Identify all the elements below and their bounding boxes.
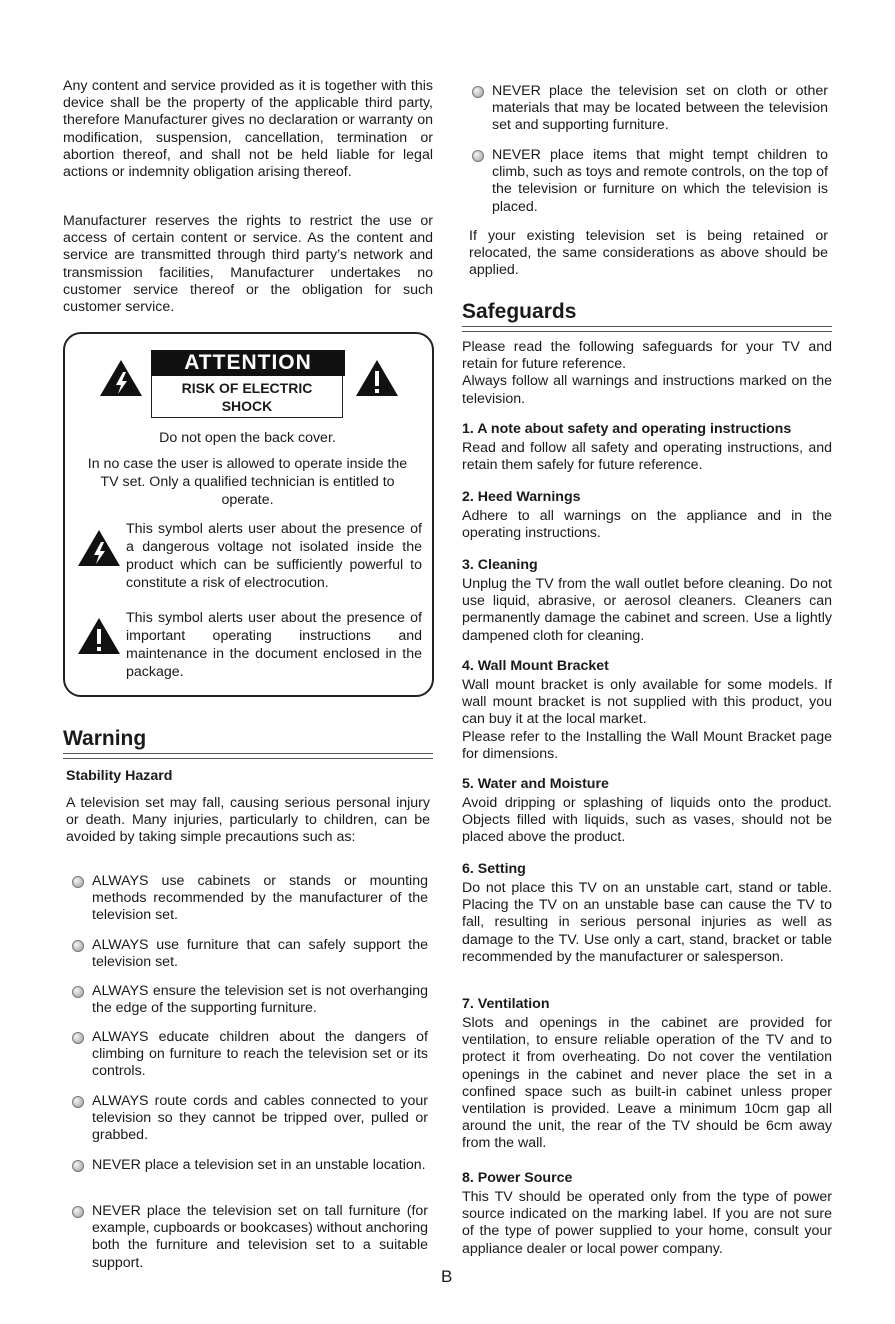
electric-symbol-icon (76, 528, 122, 568)
back-cover-text: Do not open the back cover. (159, 430, 336, 446)
section-text: Unplug the TV from the wall outlet before cleaning. Do not use liquid, abrasive, or aerosol cleaners. Cleaners can permanently damage the cabinet and screen. Use a lightly dampened cloth for cleaning. (462, 576, 832, 644)
symbol-electric-text: This symbol alerts user about the presence of a dangerous voltage not isolated inside the product which can be sufficiently powerful to constitute a risk of electrocution. (126, 521, 422, 591)
bullet-text: NEVER place a television set in an unstable location. (92, 1157, 426, 1173)
exclamation-symbol-icon (76, 616, 122, 656)
intro-paragraph-2: Manufacturer reserves the rights to restrict the use or access of certain content or service. As the content and service are transmitted through third party’s network and transmission facilities, Manufacturer undertakes no customer service thereof or the obligation for such customer service. (63, 213, 433, 316)
bullet-icon (72, 1160, 84, 1172)
bullet-text: ALWAYS use furniture that can safely support the television set. (92, 937, 428, 971)
page-number: B (441, 1267, 453, 1286)
bullet-text: ALWAYS ensure the television set is not overhanging the edge of the supporting furniture. (92, 983, 428, 1017)
section-text: Wall mount bracket is only available for some models. If wall mount bracket is not supplied with this product, you can buy it at the local market. Please refer to the Installing the Wall Mount Bracket page for dimensions. (462, 677, 832, 762)
attention-subtitle-line1: RISK OF ELECTRIC (181, 380, 313, 396)
warning-rule (63, 753, 433, 759)
bullet-icon (72, 940, 84, 952)
bullet-item (492, 147, 828, 216)
attention-title: ATTENTION (151, 350, 345, 376)
relocated-text: If your existing television set is being retained or relocated, the same considerations as above should be applied. (469, 228, 828, 279)
bullet-item (92, 983, 428, 1017)
section-title: 7. Ventilation (462, 996, 550, 1012)
section-title: 4. Wall Mount Bracket (462, 658, 609, 674)
section-text: Avoid dripping or splashing of liquids onto the product. Objects filled with liquids, such as vases, should not be placed above the product. (462, 795, 832, 846)
bullet-icon (72, 1032, 84, 1044)
section-title: 5. Water and Moisture (462, 776, 609, 792)
section-text: Slots and openings in the cabinet are provided for ventilation, to ensure reliable operation of the TV and to protect it from overheating. Do not cover the ventilation openings in the cabinet and never place the set in a confined space such as built-in cabinet unless proper ventilation is provided. Leave a minimum 10cm gap all around the unit, the rear of the TV should be 6cm away from the wall. (462, 1015, 832, 1152)
safeguards-heading: Safeguards (462, 300, 577, 323)
bullet-text: ALWAYS educate children about the dangers of climbing on furniture to reach the television set or its controls. (92, 1029, 428, 1080)
electric-warning-icon (98, 358, 144, 398)
bullet-item (92, 937, 428, 971)
stability-heading: Stability Hazard (66, 768, 173, 784)
section-text: Adhere to all warnings on the appliance and in the operating instructions. (462, 508, 832, 542)
section-title: 8. Power Source (462, 1170, 573, 1186)
bullet-item (92, 1157, 428, 1174)
bullet-text: NEVER place items that might tempt children to climb, such as toys and remote controls, on the top of the television or furniture on which the television is placed. (492, 147, 828, 215)
bullet-text: NEVER place the television set on tall furniture (for example, cupboards or bookcases) without anchoring both the furniture and television set to a suitable support. (92, 1203, 428, 1271)
no-case-text: In no case the user is allowed to operate inside the TV set. Only a qualified technician is entitled to operate. (87, 456, 408, 508)
warning-heading: Warning (63, 727, 147, 750)
intro-paragraph-1: Any content and service provided as it is together with this device shall be the property of the applicable third party, therefore Manufacturer gives no declaration or warranty on modification, suspension, cancellation, termination or abortion thereof, and shall not be held liable for legal actions or indemnity obligation arising thereof. (63, 78, 433, 181)
section-title: 2. Heed Warnings (462, 489, 581, 505)
section-title: 6. Setting (462, 861, 526, 877)
bullet-item (92, 1029, 428, 1081)
section-title: 3. Cleaning (462, 557, 538, 573)
bullet-icon (72, 1096, 84, 1108)
bullet-text: NEVER place the television set on cloth or other materials that may be located between the television set and supporting furniture. (492, 83, 828, 134)
bullet-icon (72, 876, 84, 888)
safeguards-rule (462, 326, 832, 332)
symbol-exclamation-text: This symbol alerts user about the presence of important operating instructions and maintenance in the document enclosed in the package. (126, 610, 422, 680)
section-title: 1. A note about safety and operating instructions (462, 421, 792, 437)
bullet-text: ALWAYS route cords and cables connected to your television so they cannot be tripped over, pulled or grabbed. (92, 1093, 428, 1144)
bullet-icon (472, 86, 484, 98)
section-text: Read and follow all safety and operating instructions, and retain them safely for future reference. (462, 440, 832, 474)
attention-subtitle (151, 376, 343, 418)
exclamation-warning-icon (354, 358, 400, 398)
bullet-icon (72, 1206, 84, 1218)
safeguards-intro: Please read the following safeguards for your TV and retain for future reference. Always follow all warnings and instructions marked on the television. (462, 339, 832, 407)
attention-subtitle-line2: SHOCK (221, 398, 273, 414)
bullet-item (92, 1203, 428, 1272)
bullet-icon (72, 986, 84, 998)
section-text: This TV should be operated only from the type of power source indicated on the marking label. If you are not sure of the type of power supplied to your home, consult your appliance dealer or local power company. (462, 1189, 832, 1257)
bullet-icon (472, 150, 484, 162)
section-text: Do not place this TV on an unstable cart, stand or table. Placing the TV on an unstable base can cause the TV to fall, resulting in serious personal injuries as well as damage to the TV. Use only a cart, stand, bracket or table recommended by the manufacturer or salesperson. (462, 880, 832, 965)
bullet-item (492, 83, 828, 135)
bullet-item (92, 1093, 428, 1145)
stability-text: A television set may fall, causing serious personal injury or death. Many injuries, particularly to children, can be avoided by taking simple precautions such as: (66, 795, 430, 846)
bullet-text: ALWAYS use cabinets or stands or mounting methods recommended by the manufacturer of the television set. (92, 873, 428, 924)
bullet-item (92, 873, 428, 925)
